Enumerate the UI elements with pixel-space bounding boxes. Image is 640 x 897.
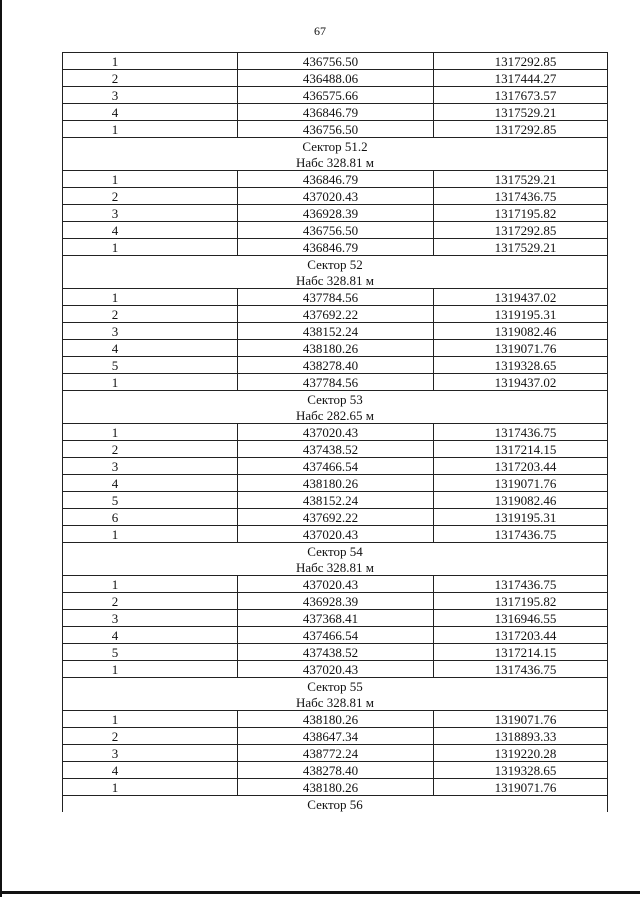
point-number: 4 bbox=[63, 762, 238, 779]
sector-header-row bbox=[63, 391, 608, 408]
point-number: 4 bbox=[63, 475, 238, 492]
coord-y: 1317214.15 bbox=[434, 441, 608, 458]
point-number: 4 bbox=[63, 340, 238, 357]
point-number: 1 bbox=[63, 121, 238, 138]
point-number: 1 bbox=[63, 374, 238, 391]
coordinate-row bbox=[63, 475, 608, 492]
sector-title: Сектор 52 bbox=[63, 256, 608, 273]
coord-y: 1317444.27 bbox=[434, 70, 608, 87]
coord-x: 437020.43 bbox=[238, 661, 434, 678]
coordinate-row bbox=[63, 526, 608, 543]
coord-y: 1317195.82 bbox=[434, 205, 608, 222]
coord-y: 1319437.02 bbox=[434, 289, 608, 306]
coordinate-row bbox=[63, 357, 608, 374]
coordinate-row bbox=[63, 458, 608, 475]
sector-height: Набс 328.81 м bbox=[63, 272, 608, 289]
sector-title: Сектор 54 bbox=[63, 543, 608, 560]
coordinate-row bbox=[63, 492, 608, 509]
sector-header-row bbox=[63, 154, 608, 171]
coord-y: 1319082.46 bbox=[434, 323, 608, 340]
coord-x: 437368.41 bbox=[238, 610, 434, 627]
coordinate-row bbox=[63, 424, 608, 441]
coord-x: 437020.43 bbox=[238, 526, 434, 543]
point-number: 1 bbox=[63, 239, 238, 256]
coordinate-row bbox=[63, 188, 608, 205]
point-number: 2 bbox=[63, 593, 238, 610]
scan-bottom-edge bbox=[0, 891, 640, 894]
coord-y: 1317292.85 bbox=[434, 121, 608, 138]
sector-height: Набс 282.65 м bbox=[63, 407, 608, 424]
coordinate-row bbox=[63, 711, 608, 728]
scan-left-edge bbox=[0, 0, 2, 897]
coord-x: 437020.43 bbox=[238, 576, 434, 593]
sector-height: Набс 328.81 м bbox=[63, 559, 608, 576]
point-number: 5 bbox=[63, 644, 238, 661]
coordinate-row bbox=[63, 374, 608, 391]
coordinate-row bbox=[63, 239, 608, 256]
coord-y: 1319195.31 bbox=[434, 509, 608, 526]
coordinate-row bbox=[63, 87, 608, 104]
coordinate-row bbox=[63, 70, 608, 87]
coord-x: 436846.79 bbox=[238, 104, 434, 121]
coord-x: 437438.52 bbox=[238, 644, 434, 661]
point-number: 3 bbox=[63, 458, 238, 475]
coordinate-row bbox=[63, 340, 608, 357]
point-number: 5 bbox=[63, 357, 238, 374]
sector-header-row bbox=[63, 407, 608, 424]
point-number: 4 bbox=[63, 627, 238, 644]
coordinate-row bbox=[63, 627, 608, 644]
point-number: 3 bbox=[63, 745, 238, 762]
coord-x: 436756.50 bbox=[238, 121, 434, 138]
coordinate-row bbox=[63, 661, 608, 678]
coordinate-row bbox=[63, 441, 608, 458]
coordinate-row bbox=[63, 644, 608, 661]
coord-x: 436756.50 bbox=[238, 53, 434, 70]
point-number: 2 bbox=[63, 188, 238, 205]
point-number: 1 bbox=[63, 171, 238, 188]
coord-y: 1317203.44 bbox=[434, 627, 608, 644]
coordinate-row bbox=[63, 205, 608, 222]
coordinate-row bbox=[63, 728, 608, 745]
coord-y: 1319082.46 bbox=[434, 492, 608, 509]
coord-x: 438647.34 bbox=[238, 728, 434, 745]
point-number: 6 bbox=[63, 509, 238, 526]
sector-header-row bbox=[63, 796, 608, 813]
coord-y: 1319071.76 bbox=[434, 711, 608, 728]
coordinate-row bbox=[63, 121, 608, 138]
coord-y: 1319328.65 bbox=[434, 357, 608, 374]
sector-height: Набс 328.81 м bbox=[63, 154, 608, 171]
coordinate-row bbox=[63, 509, 608, 526]
coordinate-row bbox=[63, 222, 608, 239]
coord-x: 436928.39 bbox=[238, 593, 434, 610]
coord-x: 437466.54 bbox=[238, 627, 434, 644]
point-number: 1 bbox=[63, 53, 238, 70]
coord-y: 1317436.75 bbox=[434, 576, 608, 593]
point-number: 5 bbox=[63, 492, 238, 509]
page-number: 67 bbox=[314, 24, 326, 38]
point-number: 1 bbox=[63, 526, 238, 543]
coord-x: 438278.40 bbox=[238, 357, 434, 374]
coord-y: 1317529.21 bbox=[434, 239, 608, 256]
sector-header-row bbox=[63, 559, 608, 576]
point-number: 1 bbox=[63, 424, 238, 441]
coordinate-row bbox=[63, 576, 608, 593]
coord-y: 1318893.33 bbox=[434, 728, 608, 745]
coord-x: 438772.24 bbox=[238, 745, 434, 762]
coordinate-row bbox=[63, 745, 608, 762]
coord-x: 436575.66 bbox=[238, 87, 434, 104]
coord-y: 1317529.21 bbox=[434, 171, 608, 188]
coord-y: 1317436.75 bbox=[434, 188, 608, 205]
coord-x: 436756.50 bbox=[238, 222, 434, 239]
coordinate-row bbox=[63, 171, 608, 188]
coord-x: 437784.56 bbox=[238, 374, 434, 391]
coordinate-row bbox=[63, 323, 608, 340]
coord-x: 438180.26 bbox=[238, 711, 434, 728]
coordinate-row bbox=[63, 289, 608, 306]
point-number: 2 bbox=[63, 70, 238, 87]
point-number: 1 bbox=[63, 711, 238, 728]
sector-header-row bbox=[63, 694, 608, 711]
coordinate-row bbox=[63, 779, 608, 796]
coordinate-row bbox=[63, 53, 608, 70]
point-number: 2 bbox=[63, 306, 238, 323]
coord-x: 437784.56 bbox=[238, 289, 434, 306]
coord-y: 1319220.28 bbox=[434, 745, 608, 762]
coord-y: 1319071.76 bbox=[434, 340, 608, 357]
coord-y: 1317292.85 bbox=[434, 53, 608, 70]
sector-title: Сектор 51.2 bbox=[63, 138, 608, 155]
sector-header-row bbox=[63, 678, 608, 695]
coord-y: 1316946.55 bbox=[434, 610, 608, 627]
sector-title: Сектор 53 bbox=[63, 391, 608, 408]
point-number: 1 bbox=[63, 289, 238, 306]
sector-height: Набс 328.81 м bbox=[63, 694, 608, 711]
coordinate-row bbox=[63, 762, 608, 779]
coord-x: 437692.22 bbox=[238, 509, 434, 526]
point-number: 1 bbox=[63, 661, 238, 678]
coord-x: 438180.26 bbox=[238, 475, 434, 492]
point-number: 1 bbox=[63, 779, 238, 796]
point-number: 3 bbox=[63, 205, 238, 222]
point-number: 2 bbox=[63, 728, 238, 745]
point-number: 4 bbox=[63, 222, 238, 239]
coord-x: 438152.24 bbox=[238, 492, 434, 509]
coord-y: 1319328.65 bbox=[434, 762, 608, 779]
point-number: 3 bbox=[63, 610, 238, 627]
coord-x: 436846.79 bbox=[238, 171, 434, 188]
coord-y: 1319195.31 bbox=[434, 306, 608, 323]
coord-y: 1319071.76 bbox=[434, 475, 608, 492]
point-number: 4 bbox=[63, 104, 238, 121]
coord-y: 1317436.75 bbox=[434, 424, 608, 441]
coord-x: 437438.52 bbox=[238, 441, 434, 458]
coord-y: 1317214.15 bbox=[434, 644, 608, 661]
coord-y: 1319437.02 bbox=[434, 374, 608, 391]
coord-y: 1317436.75 bbox=[434, 661, 608, 678]
coordinate-row bbox=[63, 610, 608, 627]
coord-y: 1317436.75 bbox=[434, 526, 608, 543]
point-number: 1 bbox=[63, 576, 238, 593]
coordinate-row bbox=[63, 593, 608, 610]
coord-x: 438180.26 bbox=[238, 779, 434, 796]
coord-y: 1317203.44 bbox=[434, 458, 608, 475]
coord-y: 1317529.21 bbox=[434, 104, 608, 121]
coord-x: 437466.54 bbox=[238, 458, 434, 475]
sector-title: Сектор 56 bbox=[63, 796, 608, 813]
coord-x: 436846.79 bbox=[238, 239, 434, 256]
coord-x: 438180.26 bbox=[238, 340, 434, 357]
sector-header-row bbox=[63, 272, 608, 289]
sector-header-row bbox=[63, 543, 608, 560]
point-number: 2 bbox=[63, 441, 238, 458]
coord-y: 1319071.76 bbox=[434, 779, 608, 796]
coord-y: 1317673.57 bbox=[434, 87, 608, 104]
coordinates-table bbox=[62, 52, 608, 812]
coord-x: 438152.24 bbox=[238, 323, 434, 340]
coordinates-table-body bbox=[63, 53, 608, 813]
sector-header-row bbox=[63, 138, 608, 155]
coord-x: 436488.06 bbox=[238, 70, 434, 87]
coord-x: 437020.43 bbox=[238, 188, 434, 205]
coord-x: 437692.22 bbox=[238, 306, 434, 323]
coord-x: 437020.43 bbox=[238, 424, 434, 441]
point-number: 3 bbox=[63, 323, 238, 340]
coordinate-row bbox=[63, 104, 608, 121]
sector-title: Сектор 55 bbox=[63, 678, 608, 695]
coord-x: 438278.40 bbox=[238, 762, 434, 779]
coordinate-row bbox=[63, 306, 608, 323]
point-number: 3 bbox=[63, 87, 238, 104]
coord-y: 1317195.82 bbox=[434, 593, 608, 610]
coord-y: 1317292.85 bbox=[434, 222, 608, 239]
sector-header-row bbox=[63, 256, 608, 273]
coord-x: 436928.39 bbox=[238, 205, 434, 222]
